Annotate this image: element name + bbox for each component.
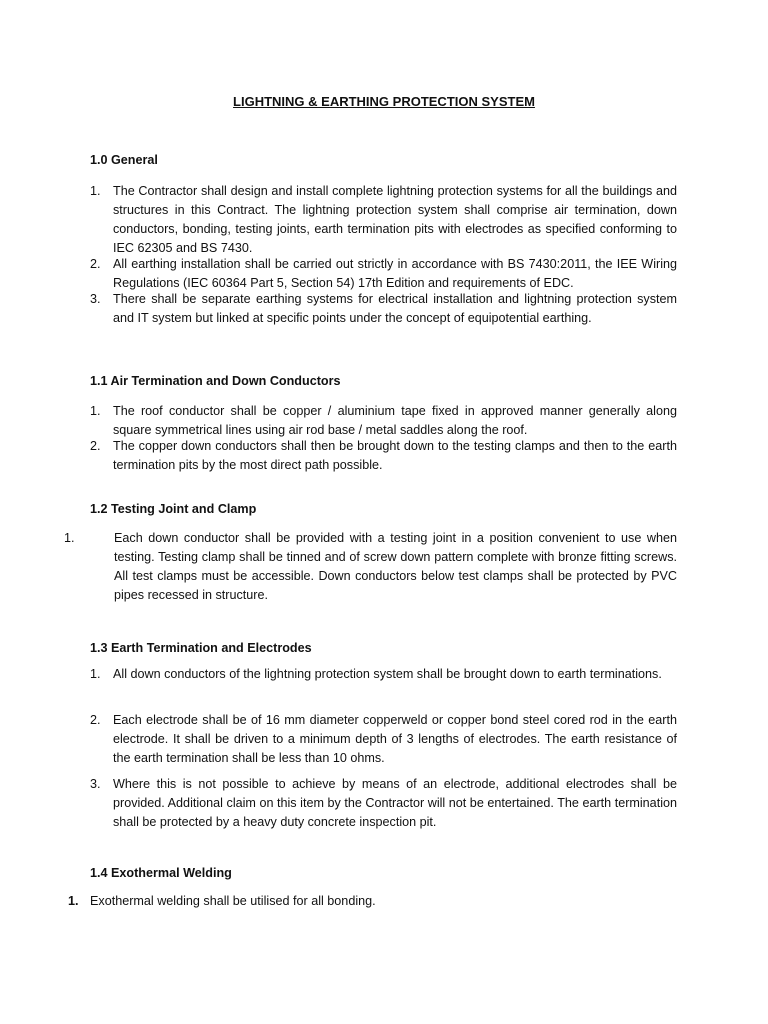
list-item-text: All down conductors of the lightning protection system shall be brought down to earth terminations. — [113, 667, 662, 681]
list-item — [90, 437, 677, 475]
list-item-text: The copper down conductors shall then be brought down to the testing clamps and then to the earth termination pits by the most direct path possible. — [113, 439, 677, 472]
list-item-text: Exothermal welding shall be utilised for all bonding. — [90, 894, 376, 908]
list-item-text: All earthing installation shall be carried out strictly in accordance with BS 7430:2011, the IEE Wiring Regulations (IEC 60364 Part 5, Section 54) 17th Edition and requirements of EDC. — [113, 257, 677, 290]
list-item-text: Where this is not possible to achieve by means of an electrode, additional electrodes shall be provided. Additional claim on this item by the Contractor will not be entertained. The earth termination shall be protected by a heavy duty concrete inspection pit. — [113, 777, 677, 829]
list-item-text: The roof conductor shall be copper / aluminium tape fixed in approved manner generally along square symmetrical lines using air rod base / metal saddles along the roof. — [113, 404, 677, 437]
list-item — [90, 290, 677, 328]
list-item-number: 1. — [90, 667, 101, 681]
list-item — [90, 182, 677, 258]
list-item — [90, 402, 677, 440]
list-item-number: 2. — [90, 257, 101, 271]
list-item — [90, 775, 677, 832]
list-item — [64, 529, 677, 605]
list-item-text: The Contractor shall design and install complete lightning protection systems for all the buildings and structures in this Contract. The lightning protection system shall comprise air termination, down conductors, bonding, testing joints, earth termination pits with electrodes as specified conforming to IEC 62305 and BS 7430. — [113, 184, 677, 255]
list-item-text: Each down conductor shall be provided with a testing joint in a position convenient to use when testing. Testing clamp shall be tinned and of screw down pattern complete with bronze fitting screws. All test clamps must be accessible. Down conductors below test clamps shall be protected by PVC pipes recessed in structure. — [114, 531, 677, 602]
section-heading-air-termination: 1.1 Air Termination and Down Conductors — [90, 374, 341, 388]
list-item-number: 2. — [90, 713, 101, 727]
list-item-number: 1. — [90, 404, 101, 418]
list-item — [90, 255, 677, 293]
list-item-number: 1. — [90, 184, 101, 198]
list-item — [90, 665, 677, 684]
list-item-number: 3. — [90, 777, 101, 791]
section-heading-earth-termination: 1.3 Earth Termination and Electrodes — [90, 641, 312, 655]
section-heading-testing-joint: 1.2 Testing Joint and Clamp — [90, 502, 257, 516]
list-item — [90, 711, 677, 768]
list-item — [68, 892, 677, 911]
list-item-text: There shall be separate earthing systems for electrical installation and lightning protection system and IT system but linked at specific points under the concept of equipotential earthing. — [113, 292, 677, 325]
list-item-number: 1. — [64, 531, 75, 545]
list-item-number: 2. — [90, 439, 101, 453]
list-item-text: Each electrode shall be of 16 mm diameter copperweld or copper bond steel cored rod in the earth electrode. It shall be driven to a minimum depth of 3 lengths of electrodes. The earth resistance of the earth termination shall be less than 10 ohms. — [113, 713, 677, 765]
list-item-number: 1. — [68, 894, 79, 908]
list-item-number: 3. — [90, 292, 101, 306]
section-heading-general: 1.0 General — [90, 153, 158, 167]
section-heading-exothermal-welding: 1.4 Exothermal Welding — [90, 866, 232, 880]
document-title: LIGHTNING & EARTHING PROTECTION SYSTEM — [233, 94, 535, 109]
